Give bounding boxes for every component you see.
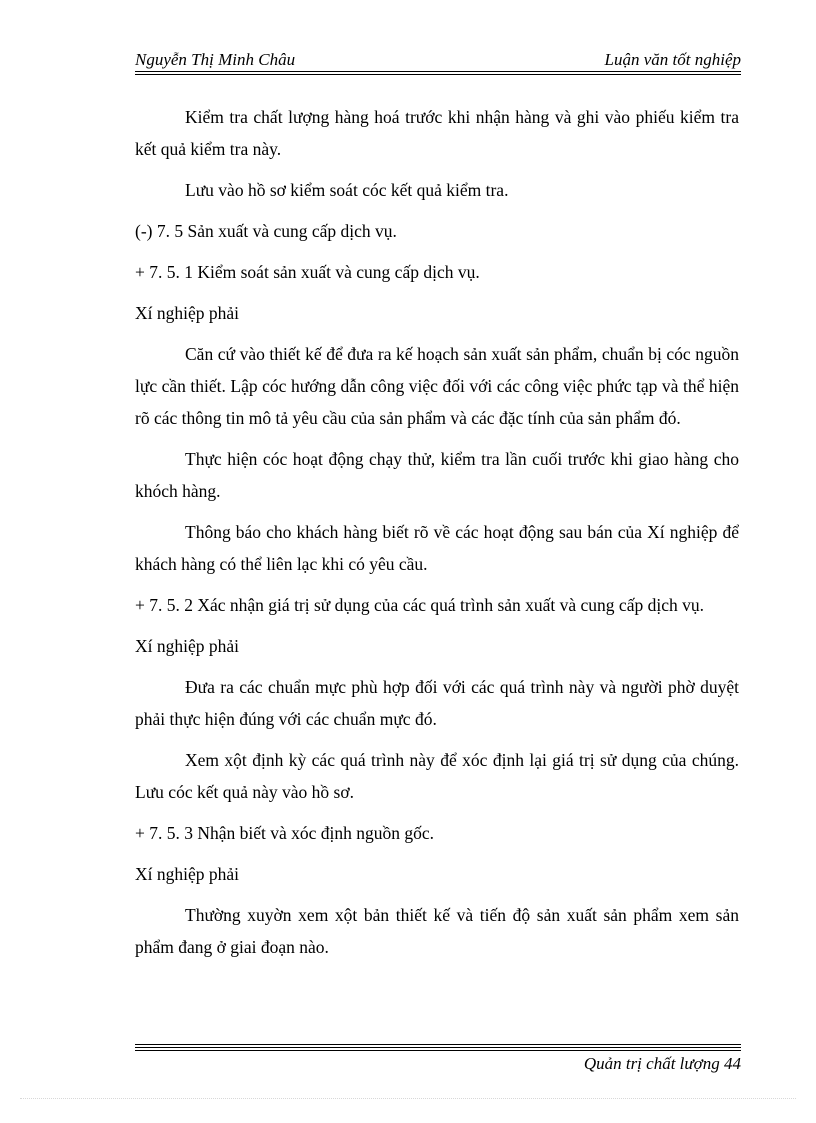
page-header [135,48,741,72]
footer-rule [135,1047,741,1048]
paragraph: Thực hiện cóc hoạt động chạy thử, kiểm tra lần cuối trước khi giao hàng cho khóch hàng. [135,449,739,501]
header-rule [135,74,741,75]
footer-rule [135,1050,741,1051]
paragraph: Lưu vào hồ sơ kiểm soát cóc kết quả kiểm tra. [185,180,509,200]
header-author: Nguyễn Thị Minh Châu [135,50,296,69]
page-edge-divider [20,1098,796,1099]
paragraph: Thường xuyờn xem xột bản thiết kế và tiến độ sản xuất sản phẩm xem sản phẩm đang ở giai đoạn nào. [135,905,739,957]
footer-label: Quản trị chất lượng 44 [583,1054,741,1073]
paragraph: Đưa ra các chuẩn mực phù hợp đối với các quá trình này và người phờ duyệt phải thực hiện đúng với các chuẩn mực đó. [135,677,739,729]
lead-in: Xí nghiệp phải [135,864,240,884]
paragraph: Xem xột định kỳ các quá trình này để xóc định lại giá trị sử dụng của chúng. Lưu cóc kết quả này vào hồ sơ. [135,750,739,802]
lead-in: Xí nghiệp phải [135,303,240,323]
subsection-heading: + 7. 5. 3 Nhận biết và xóc định nguồn gốc. [135,823,435,843]
paragraph: Căn cứ vào thiết kế để đưa ra kế hoạch sản xuất sản phẩm, chuẩn bị cóc nguồn lực cần thiết. Lập cóc hướng dẫn công việc đối với các công việc phức tạp và thể hiện rõ các thông tin mô tả yêu cầu của sản phẩm và các đặc tính của sản phẩm đó. [135,344,739,428]
body-text [135,101,739,972]
subsection-heading: + 7. 5. 1 Kiểm soát sản xuất và cung cấp dịch vụ. [135,262,480,282]
page-footer [135,1044,741,1080]
subsection-heading: + 7. 5. 2 Xác nhận giá trị sử dụng của các quá trình sản xuất và cung cấp dịch vụ. [135,595,704,615]
footer-rule [135,1044,741,1045]
paragraph: Kiểm tra chất lượng hàng hoá trước khi nhận hàng và ghi vào phiếu kiểm tra kết quả kiểm tra này. [135,107,739,159]
paragraph: Thông báo cho khách hàng biết rõ về các hoạt động sau bán của Xí nghiệp để khách hàng có thể liên lạc khi có yêu cầu. [135,522,739,574]
header-title: Luận văn tốt nghiệp [604,50,741,69]
section-heading: (-) 7. 5 Sản xuất và cung cấp dịch vụ. [135,221,397,241]
header-rule [135,71,741,72]
lead-in: Xí nghiệp phải [135,636,240,656]
